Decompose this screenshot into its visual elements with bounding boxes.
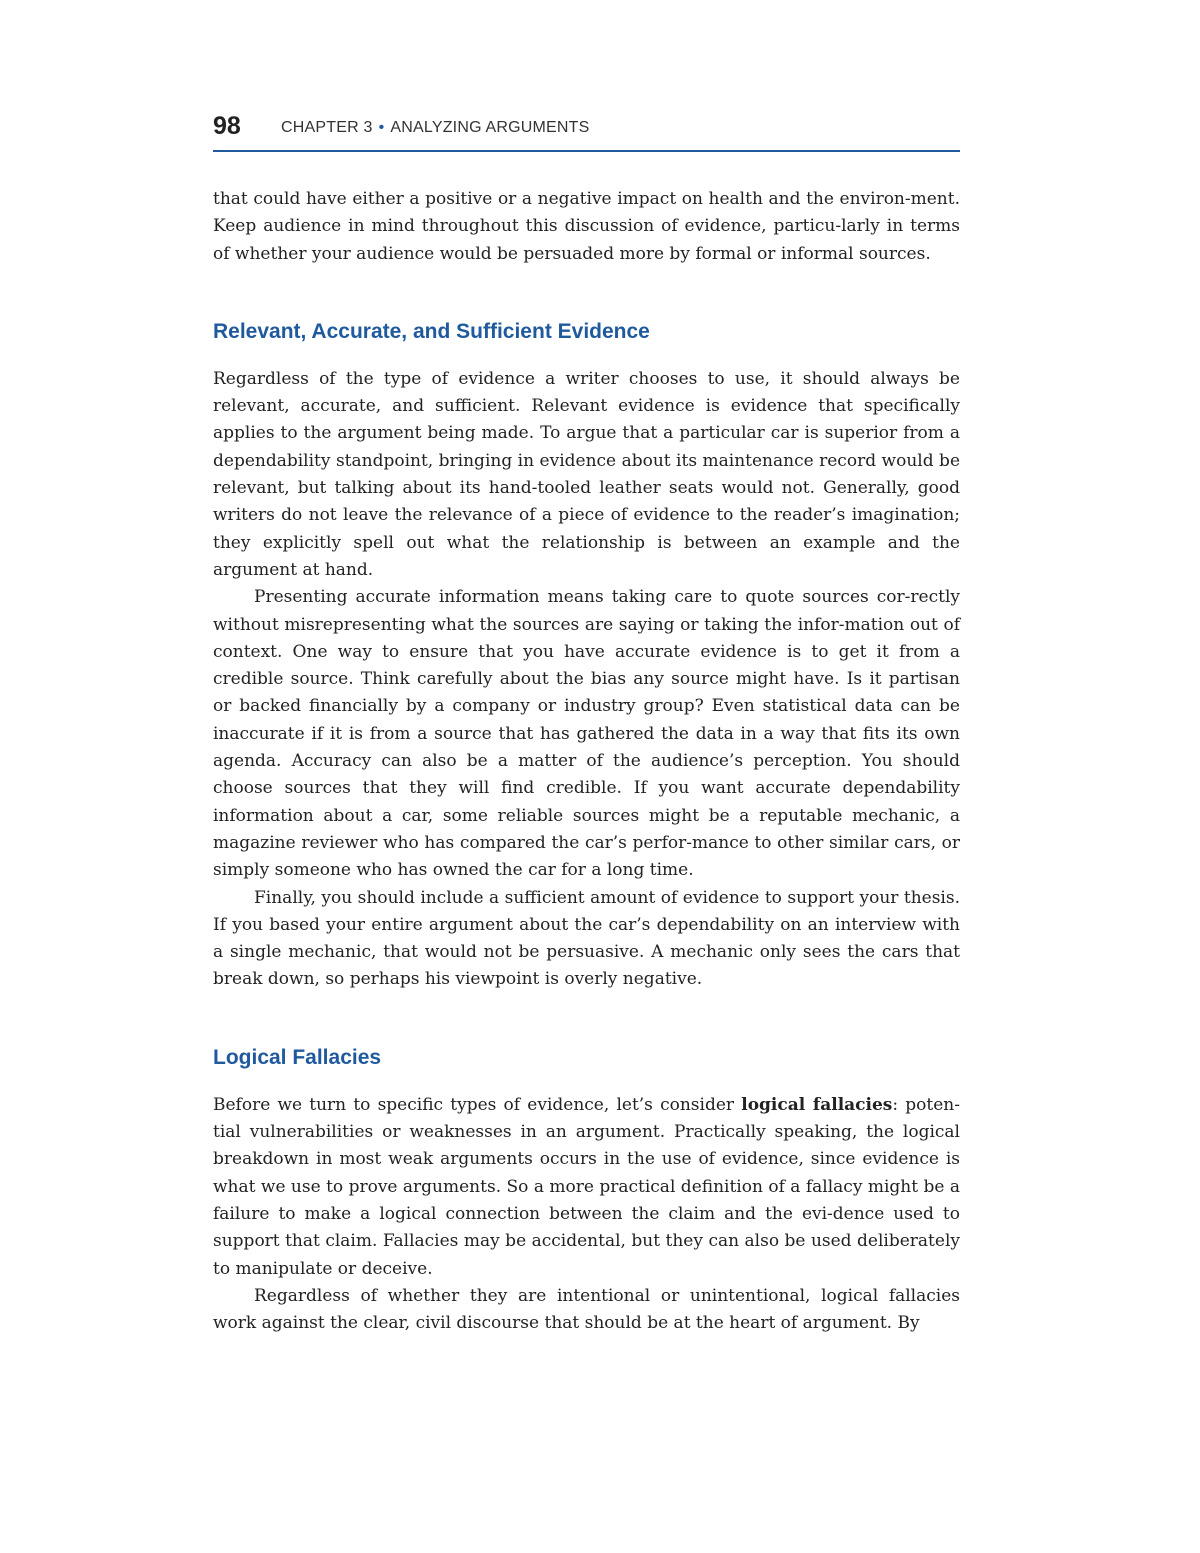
section-heading-logical-fallacies: Logical Fallacies <box>213 1045 382 1069</box>
page-body <box>213 186 960 1337</box>
key-term-logical-fallacies: logical fallacies <box>741 1094 893 1115</box>
text-after-term: : poten-tial vulnerabilities or weaknesses in an argument. Practically speaking, the logical breakdown in most weak arguments occurs in the use of evidence, since evidence is what we use to prove arguments. So a more practical definition of a fallacy might be a failure to make a logical connection between the claim and the evi-dence used to support that claim. Fallacies may be accidental, but they can also be used deliberately to manipulate or deceive. <box>213 1094 960 1279</box>
paragraph-fallacies-civil-discourse: Regardless of whether they are intentional or unintentional, logical fallacies work against the clear, civil discourse that should be at the heart of argument. By <box>213 1285 960 1334</box>
intro-paragraph: that could have either a positive or a negative impact on health and the environ-ment. Keep audience in mind throughout this discussion of evidence, particu-larly in terms of whether your audience would be persuaded more by formal or informal sources. <box>213 189 960 264</box>
paragraph-accurate-information: Presenting accurate information means taking care to quote sources cor-rectly without misrepresenting what the sources are saying or taking the infor-mation out of context. One way to ensure that you have accurate evidence is to get it from a credible source. Think carefully about the bias any source might have. Is it partisan or backed financially by a company or industry group? Even statistical data can be inaccurate if it is from a source that has gathered the data in a way that fits its own agenda. Accuracy can also be a matter of the audience’s perception. You should choose sources that they will find credible. If you want accurate dependability information about a car, some reliable sources might be a reputable mechanic, a magazine reviewer who has compared the car’s perfor-mance to other similar cars, or simply someone who has owned the car for a long time. <box>213 587 960 881</box>
chapter-title: ANALYZING ARGUMENTS <box>390 119 590 136</box>
bullet-separator: • <box>378 119 385 136</box>
running-head-text <box>281 119 590 137</box>
paragraph-relevant-evidence: Regardless of the type of evidence a writer chooses to use, it should always be relevant, accurate, and sufficient. Relevant evidence is evidence that specifically applies to the argument being made. To argue that a particular car is superior from a dependability standpoint, bringing in evidence about its maintenance record would be relevant, but talking about its hand-tooled leather seats would not. Generally, good writers do not leave the relevance of a piece of evidence to the reader’s imagination; they explicitly spell out what the relationship is between an example and the argument at hand. <box>213 368 960 580</box>
paragraph-sufficient-evidence: Finally, you should include a sufficient amount of evidence to support your thesis. If you based your entire argument about the car’s dependability on an interview with a single mechanic, that would not be persuasive. A mechanic only sees the cars that break down, so perhaps his viewpoint is overly negative. <box>213 887 960 990</box>
chapter-label: CHAPTER 3 <box>281 119 373 136</box>
paragraph-logical-fallacies-definition <box>213 1092 960 1283</box>
running-header <box>213 110 960 152</box>
page-number: 98 <box>213 112 241 140</box>
section-heading-relevant-evidence: Relevant, Accurate, and Sufficient Evidence <box>213 319 650 343</box>
text-before-term: Before we turn to specific types of evidence, let’s consider <box>213 1094 742 1115</box>
